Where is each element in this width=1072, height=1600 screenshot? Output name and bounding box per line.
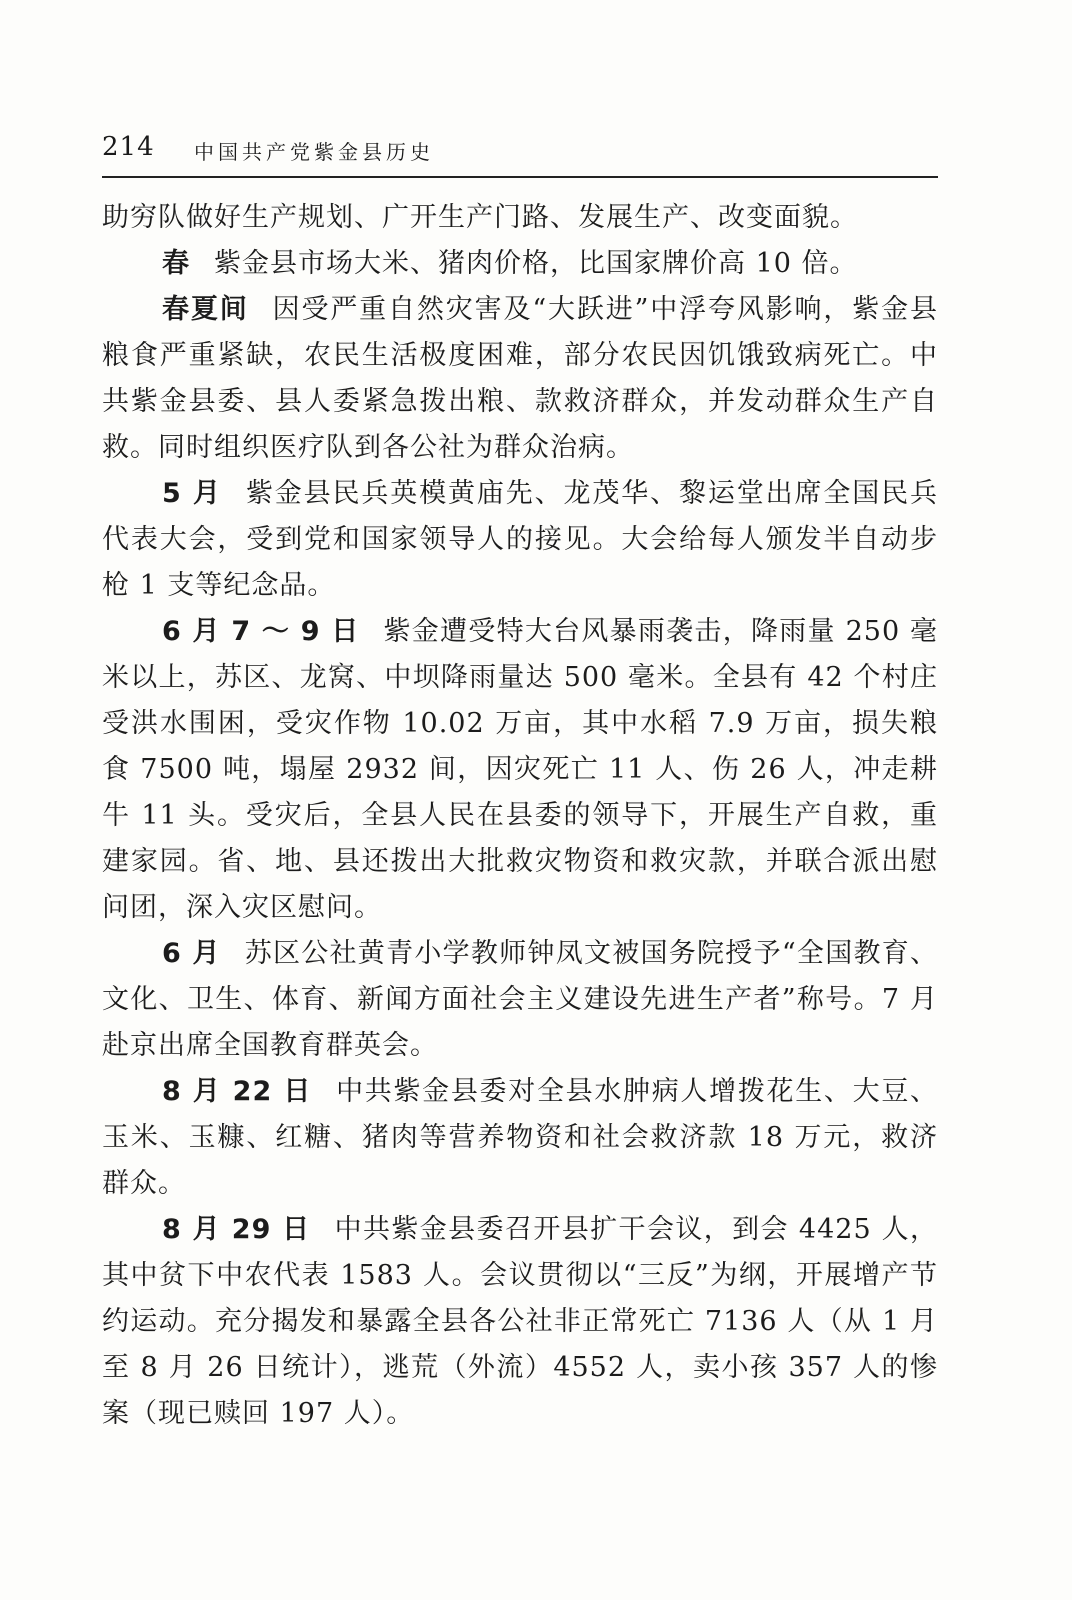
entry-date: 春夏间 bbox=[162, 294, 249, 325]
chronicle-entry bbox=[102, 609, 938, 931]
chronicle-entry bbox=[102, 241, 938, 287]
entry-text: 因受严重自然灾害及“大跃进”中浮夸风影响，紫金县粮食严重紧缺，农民生活极度困难，部分农民因饥饿致病死亡。中共紫金县委、县人委紧急拨出粮、款救济群众，并发动群众生产自救。同时组织医疗队到各公社为群众治病。 bbox=[102, 294, 939, 463]
entry-text: 紫金遭受特大台风暴雨袭击，降雨量 250 毫米以上，苏区、龙窝、中坝降雨量达 500 毫米。全县有 42 个村庄受洪水围困，受灾作物 10.02 万亩，其中水稻 7.9 万亩，损失粮食 7500 吨，塌屋 2932 间，因灾死亡 11 人、伤 26 人，冲走耕牛 11 头。受灾后，全县人民在县委的领导下，开展生产自救，重建家园。省、地、县还拨出大批救灾物资和救灾款，并联合派出慰问团，深入灾区慰问。 bbox=[102, 616, 939, 923]
entry-date: 8 月 29 日 bbox=[162, 1214, 311, 1245]
chronicle-entry bbox=[102, 931, 938, 1069]
entry-date: 5 月 bbox=[162, 478, 222, 509]
page-number: 214 bbox=[102, 132, 155, 162]
entry-date: 8 月 22 日 bbox=[162, 1076, 313, 1107]
entry-date: 6 月 7 ～ 9 日 bbox=[162, 616, 360, 647]
chronicle-entry bbox=[102, 1069, 938, 1207]
book-title: 中国共产党紫金县历史 bbox=[194, 140, 434, 164]
entry-text: 紫金县民兵英模黄庙先、龙茂华、黎运堂出席全国民兵代表大会，受到党和国家领导人的接见。大会给每人颁发半自动步枪 1 支等纪念品。 bbox=[102, 478, 939, 601]
chronicle-entry bbox=[102, 195, 938, 241]
entry-text: 中共紫金县委召开县扩干会议，到会 4425 人，其中贫下中农代表 1583 人。会议贯彻以“三反”为纲，开展增产节约运动。充分揭发和暴露全县各公社非正常死亡 7136 人（从 1 月至 8 月 26 日统计），逃荒（外流）4552 人，卖小孩 357 人的惨案（现已赎回 197 人）。 bbox=[102, 1214, 938, 1429]
chronicle-entry bbox=[102, 471, 938, 609]
chronicle-entry bbox=[102, 287, 938, 471]
entry-date: 6 月 bbox=[162, 938, 221, 969]
entry-text: 紫金县市场大米、猪肉价格，比国家牌价高 10 倍。 bbox=[214, 248, 858, 279]
entry-text: 助穷队做好生产规划、广开生产门路、发展生产、改变面貌。 bbox=[102, 202, 858, 233]
entry-date: 春 bbox=[162, 248, 190, 279]
header-divider bbox=[102, 176, 938, 178]
entry-text: 中共紫金县委对全县水肿病人增拨花生、大豆、玉米、玉糠、红糖、猪肉等营养物资和社会救济款 18 万元，救济群众。 bbox=[102, 1076, 939, 1199]
chronicle-entry bbox=[102, 1207, 938, 1437]
page-header bbox=[102, 132, 938, 172]
entry-text: 苏区公社黄青小学教师钟凤文被国务院授予“全国教育、文化、卫生、体育、新闻方面社会主义建设先进生产者”称号。7 月赴京出席全国教育群英会。 bbox=[102, 938, 938, 1061]
chronicle-body bbox=[102, 195, 938, 1437]
